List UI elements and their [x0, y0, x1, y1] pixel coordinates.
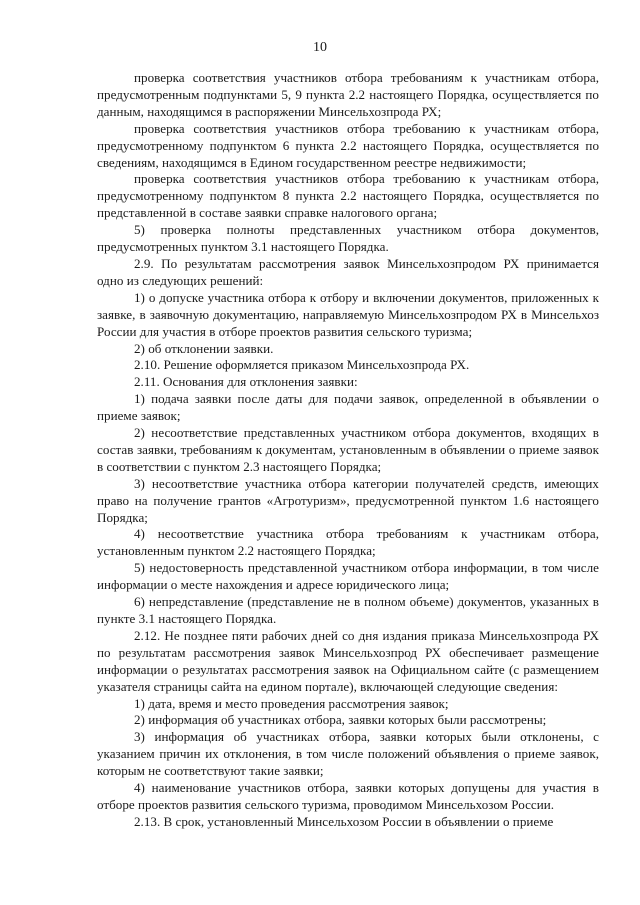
- paragraph: 5) недостоверность представленной участником отбора информации, в том числе информации о месте нахождения и адресе юридического лица;: [97, 560, 599, 593]
- paragraph: 1) дата, время и место проведения рассмотрения заявок;: [134, 695, 449, 711]
- document-body: [97, 70, 599, 831]
- paragraph: 2.12. Не позднее пяти рабочих дней со дня издания приказа Минсельхозпрода РХ по результатам рассмотрения заявок Минсельхозпрод РХ обеспечивает размещение информации о результатах рассмотрения заявок на Официальном сайте (с размещением указателя страницы сайта на едином портале), включающей следующие сведения:: [97, 627, 599, 694]
- paragraph: 3) несоответствие участника отбора категории получателей средств, имеющих право на получение грантов «Агротуризм», предусмотренной пунктом 1.6 настоящего Порядка;: [97, 475, 599, 525]
- paragraph: 2.13. В срок, установленный Минсельхозом России в объявлении о приеме: [134, 813, 554, 829]
- paragraph: 2) информация об участниках отбора, заявки которых были рассмотрены;: [134, 712, 547, 728]
- page-number: 10: [313, 40, 327, 55]
- paragraph: 1) о допуске участника отбора к отбору и включении документов, приложенных к заявке, в заявочную документацию, направляемую Минсельхозпродом РХ в Минсельхоз России для участия в отборе проектов развития сельского туризма;: [97, 289, 599, 339]
- paragraph: 4) наименование участников отбора, заявки которых допущены для участия в отборе проектов развития сельского туризма, проводимом Минсельхозом России.: [97, 780, 599, 812]
- paragraph: 4) несоответствие участника отбора требованиям к участникам отбора, установленным пунктом 2.2 настоящего Порядка;: [97, 526, 599, 559]
- paragraph: 2) несоответствие представленных участником отбора документов, входящих в состав заявки, требованиям к документам, установленным в объявлении о приеме заявок в соответствии с пунктом 2.3 настоящего Порядка;: [97, 425, 599, 474]
- paragraph: 5) проверка полноты представленных участником отбора документов, предусмотренных пунктом 3.1 настоящего Порядка.: [97, 222, 599, 255]
- paragraph: проверка соответствия участников отбора требованию к участникам отбора, предусмотренному подпунктом 8 пункта 2.2 настоящего Порядка, осуществляется по представленной в составе заявки справке налогового органа;: [97, 171, 599, 221]
- paragraph: 2) об отклонении заявки.: [134, 340, 274, 356]
- paragraph: 2.10. Решение оформляется приказом Минсельхозпрода РХ.: [134, 357, 470, 373]
- paragraph: 3) информация об участниках отбора, заявки которых были отклонены, с указанием причин их отклонения, в том числе положений объявления о приеме заявок, которым не соответствуют такие заявки;: [97, 729, 599, 779]
- paragraph: 1) подача заявки после даты для подачи заявок, определенной в объявлении о приеме заявок;: [97, 391, 599, 424]
- paragraph: 6) непредставление (представление не в полном объеме) документов, указанных в пункте 3.1 настоящего Порядка.: [97, 594, 599, 626]
- paragraph: проверка соответствия участников отбора требованиям к участникам отбора, предусмотренным подпунктами 5, 9 пункта 2.2 настоящего Порядка, осуществляется по данным, находящимся в распоряжении Минсельхозпрода РХ;: [97, 70, 599, 119]
- paragraph: проверка соответствия участников отбора требованию к участникам отбора, предусмотренному подпунктом 6 пункта 2.2 настоящего Порядка, осуществляется по сведениям, находящимся в Едином государственном реестре недвижимости;: [97, 120, 599, 170]
- paragraph: 2.11. Основания для отклонения заявки:: [134, 374, 358, 390]
- paragraph: 2.9. По результатам рассмотрения заявок Минсельхозпродом РХ принимается одно из следующих решений:: [97, 255, 599, 288]
